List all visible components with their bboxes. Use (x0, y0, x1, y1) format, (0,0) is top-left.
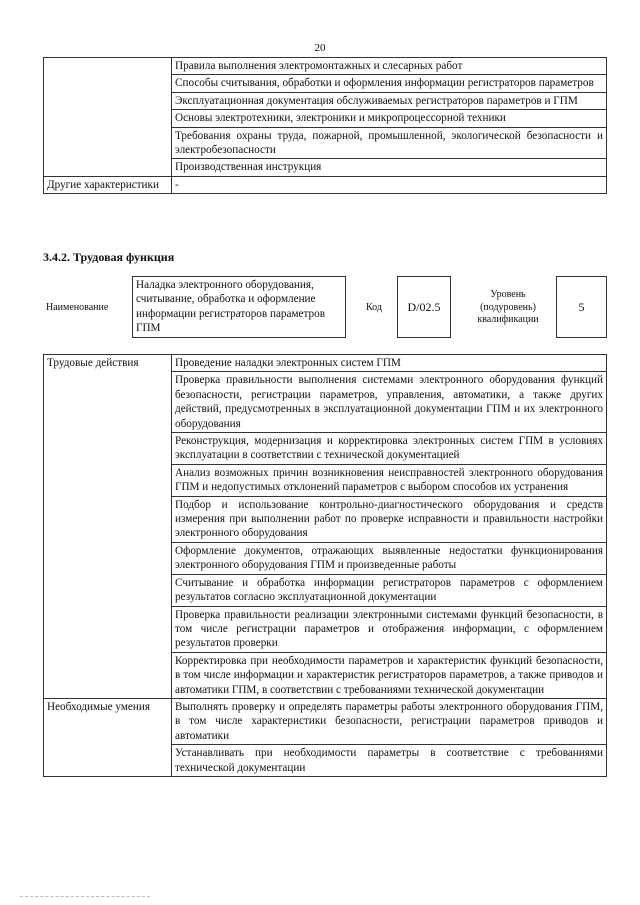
skill-item: Устанавливать при необходимости параметры в соответствие с требованиями технической документации (172, 745, 607, 777)
labor-action-item: Подбор и использование контрольно-диагностического оборудования и средств измерения при выполнении работ по проверке исправности и правильности настройки электронного оборудования (172, 496, 607, 542)
labor-action-item: Проверка правильности выполнения системами электронного оборудования функций безопасности, регистрации параметров, управления, автоматики, а также других действий, предусмотренных в эксплуатационной документации ГПМ и их электронного оборудования (172, 372, 607, 433)
function-code-label: Код (366, 302, 382, 313)
section-heading: 3.4.2. Трудовая функция (43, 250, 175, 264)
knowledge-item: Требования охраны труда, пожарной, промышленной, экологической безопасности и электробезопасности (172, 127, 607, 159)
skill-item: Выполнять проверку и определять параметры работы электронного оборудования ГПМ, в том числе характеристики безопасности, регистрации параметров приводов и автоматики (172, 698, 607, 744)
knowledge-item: Эксплуатационная документация обслуживаемых регистраторов параметров и ГПМ (172, 92, 607, 109)
knowledge-item: Основы электротехники, электроники и микропроцессорной техники (172, 110, 607, 127)
labor-function-table (43, 354, 607, 777)
page-number: 20 (314, 42, 326, 54)
labor-action-item: Реконструкция, модернизация и корректировка электронных систем ГПМ в условиях эксплуатации в соответствии с технической документацией (172, 433, 607, 465)
table-row (44, 58, 607, 75)
knowledge-table (43, 57, 607, 194)
qualification-level-value: 5 (556, 276, 607, 338)
function-name-label: Наименование (46, 302, 109, 313)
table-row (44, 698, 607, 744)
labor-action-item: Анализ возможных причин возникновения неисправностей электронного оборудования ГПМ и недопустимых отклонений параметров с выбором способов их устранения (172, 464, 607, 496)
function-code-value: D/02.5 (397, 276, 451, 338)
labor-action-item: Проведение наладки электронных систем ГПМ (172, 355, 607, 372)
knowledge-item: Производственная инструкция (172, 159, 607, 176)
other-characteristics-value: - (172, 176, 607, 193)
labor-action-item: Корректировка при необходимости параметров и характеристик функций безопасности, в том числе информации и характеристик регистраторов параметров, а также приводов и автоматики ГПМ, в соответствии с требованиями технической документации (172, 652, 607, 698)
table-row (44, 176, 607, 193)
required-skills-label: Необходимые умения (44, 698, 172, 776)
other-characteristics-label: Другие характеристики (44, 176, 172, 193)
knowledge-item: Правила выполнения электромонтажных и слесарных работ (172, 58, 607, 75)
qualification-level-label: Уровень (подуровень) квалификации (477, 289, 539, 325)
labor-action-item: Оформление документов, отражающих выявленные недостатки функционирования электронного оборудования ГПМ и произведенные работы (172, 542, 607, 574)
knowledge-label-cell (44, 58, 172, 177)
scan-footer-mark (20, 896, 150, 899)
function-name-value: Наладка электронного оборудования, считывание, обработка и оформление информации регистраторов параметров ГПМ (132, 276, 346, 338)
labor-actions-label: Трудовые действия (44, 355, 172, 699)
table-row (44, 355, 607, 372)
labor-action-item: Считывание и обработка информации регистраторов параметров с оформлением результатов согласно эксплуатационной документации (172, 574, 607, 606)
labor-action-item: Проверка правильности реализации электронными системами функций безопасности, в том числе регистрации параметров и отображения информации, с оформлением результатов проверки (172, 606, 607, 652)
knowledge-item: Способы считывания, обработки и оформления информации регистраторов параметров (172, 75, 607, 92)
